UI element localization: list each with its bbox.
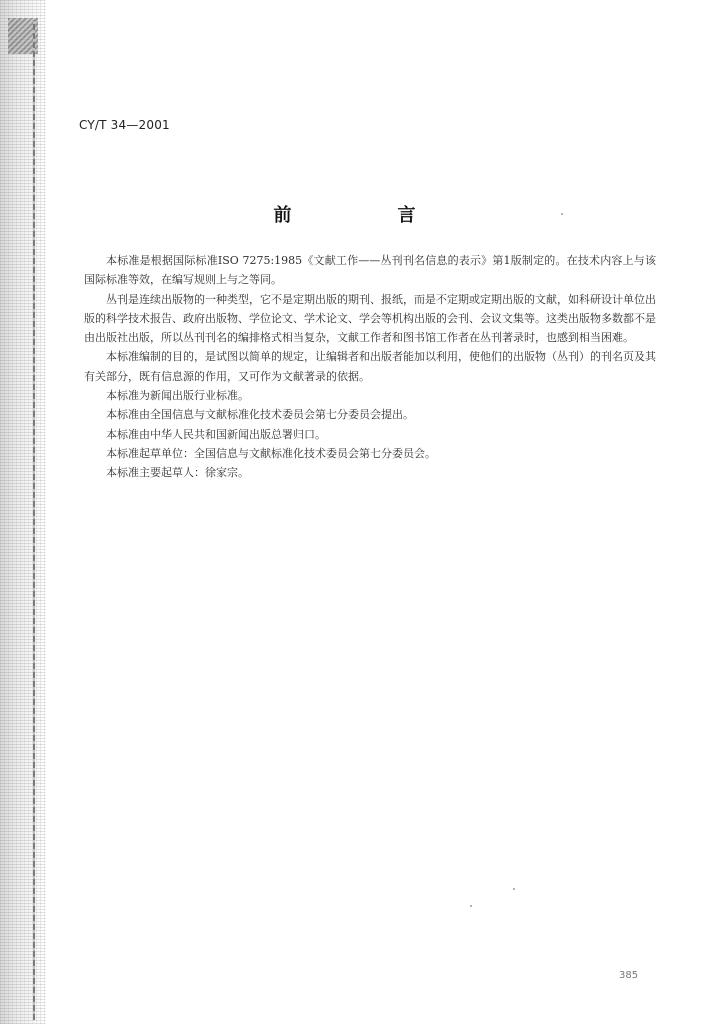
page-number: 385	[619, 970, 639, 981]
scan-speck	[561, 213, 563, 215]
paragraph-drafter: 本标准主要起草人：徐家宗。	[106, 466, 249, 480]
paragraph-basis: 本标准是根据国际标准ISO 7275:1985《文献工作——丛刊刊名信息的表示》第1版制定的。在技术内容上与该国际标准等效，在编写规则上与之等同。	[84, 254, 656, 287]
binding-line	[33, 20, 35, 1020]
paragraph-administration: 本标准由中华人民共和国新闻出版总署归口。	[106, 427, 326, 441]
paragraph-drafting-unit: 本标准起草单位：全国信息与文献标准化技术委员会第七分委员会。	[106, 446, 436, 460]
scan-binding-edge	[0, 0, 46, 1024]
paragraph-series-definition: 丛刊是连续出版物的一种类型，它不是定期出版的期刊、报纸，而是不定期或定期出版的文献，如科研设计单位出版的科学技术报告、政府出版物、学位论文、学术论文、学会等机构出版的会刊、会议文集等。这类出版物多数都不是由出版社出版，所以丛刊刊名的编排格式相当复杂，文献工作者和图书馆工作者在丛刊著录时，也感到相当困难。	[84, 292, 656, 345]
scan-speck	[513, 888, 515, 890]
paragraph-purpose: 本标准编制的目的，是试图以简单的规定，让编辑者和出版者能加以利用，使他们的出版物（丛刊）的刊名页及其有关部分，既有信息源的作用，又可作为文献著录的依据。	[84, 350, 656, 383]
scan-speck	[470, 905, 472, 907]
foreword-body	[84, 251, 656, 483]
paragraph-standard-type: 本标准为新闻出版行业标准。	[106, 389, 249, 403]
standard-code: CY/T 34—2001	[79, 118, 170, 132]
page-title: 前 言	[273, 205, 460, 226]
paragraph-proposer: 本标准由全国信息与文献标准化技术委员会第七分委员会提出。	[106, 408, 414, 422]
